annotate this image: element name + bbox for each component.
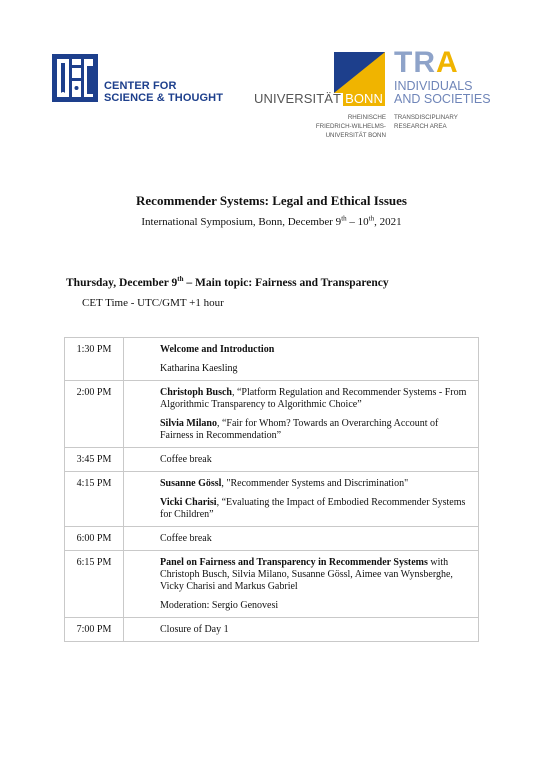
bonn-subtitle [316,113,386,140]
table-row [65,527,479,551]
subtitle-sup: th [341,214,347,223]
talk-title: , “Evaluating the Impact of Embodied Recommender Systems for Children” [160,497,466,520]
timezone-note: CET Time - UTC/GMT +1 hour [82,297,224,309]
tra-small1: TRANSDISCIPLINARY [394,114,458,121]
tra-r: R [413,46,436,79]
description-cell [124,338,479,381]
schedule-table [64,337,479,642]
bonn-box: BONN [345,91,384,106]
description-cell [124,381,479,448]
table-row [65,338,479,381]
bonn-word: UNIVERSITÄT [254,91,342,106]
document-title: Recommender Systems: Legal and Ethical Issues [136,193,407,208]
description-cell [124,551,479,618]
day-heading-part: – Main topic: Fairness and Transparency [183,277,389,289]
tra-logo [394,46,504,142]
session-title: Welcome and Introduction [160,344,275,355]
table-row [65,381,479,448]
description-cell [124,472,479,527]
time-cell: 2:00 PM [65,381,124,448]
tra-line1: INDIVIDUALS [394,79,473,93]
tra-subtitle [394,80,491,106]
description-cell: Closure of Day 1 [124,618,479,642]
bonn-sub3: UNIVERSITÄT BONN [325,132,386,139]
time-cell: 7:00 PM [65,618,124,642]
talk-speaker: Silvia Milano [160,418,217,429]
time-cell: 1:30 PM [65,338,124,381]
day-heading-sup: th [177,275,184,284]
university-bonn-logo [250,52,390,152]
tra-small2: RESEARCH AREA [394,123,447,130]
panel-title: Panel on Fairness and Transparency in Recommender Systems [160,557,428,568]
cst-logo-text [104,80,223,104]
talk-title: , “Fair for Whom? Towards an Overarching Account of Fairness in Recommendation” [160,418,439,441]
bonn-square-icon [334,52,385,93]
tra-small-text [394,113,458,131]
bonn-wordmark [254,91,385,106]
talk-speaker: Christoph Busch [160,387,232,398]
cst-logo [52,54,222,106]
tra-t: T [394,46,414,79]
table-row [65,448,479,472]
talk-title: , "Recommender Systems and Discrimination" [221,478,409,489]
table-row [65,551,479,618]
tra-line2: AND SOCIETIES [394,92,491,106]
talk-speaker: Susanne Gössl [160,478,222,489]
document-subtitle [0,216,543,228]
bonn-sub2: FRIEDRICH-WILHELMS- [315,123,386,130]
talk-title: , “Platform Regulation and Recommender Systems - From Algorithmic Transparency to Algorithmic Choice” [160,387,467,410]
cst-line2: SCIENCE & THOUGHT [104,92,224,104]
cst-logo-mark-icon [52,54,98,102]
tra-letters [394,46,459,80]
subtitle-part: – 10 [346,216,369,228]
table-row [65,618,479,642]
description-cell: Coffee break [124,527,479,551]
subtitle-sup: th [368,214,375,223]
cst-line1: CENTER FOR [104,80,177,92]
session-speaker: Katharina Kaesling [160,363,238,374]
description-cell: Coffee break [124,448,479,472]
panel-moderation: Moderation: Sergio Genovesi [160,600,279,611]
table-row [65,472,479,527]
time-cell: 4:15 PM [65,472,124,527]
subtitle-part: , 2021 [374,216,402,228]
bonn-sub1: RHEINISCHE [347,114,386,121]
day-heading-part: Thursday, December 9 [66,277,178,289]
panel-participants: with Christoph Busch, Silvia Milano, Susanne Gössl, Aimee van Wynsberghe, Vicky Charisi and Markus Gabriel [160,557,453,592]
day-heading [66,277,389,289]
talk-speaker: Vicki Charisi [160,497,217,508]
time-cell: 6:15 PM [65,551,124,618]
time-cell: 3:45 PM [65,448,124,472]
subtitle-part: International Symposium, Bonn, December 9 [141,216,342,228]
time-cell: 6:00 PM [65,527,124,551]
tra-a: A [436,46,459,79]
